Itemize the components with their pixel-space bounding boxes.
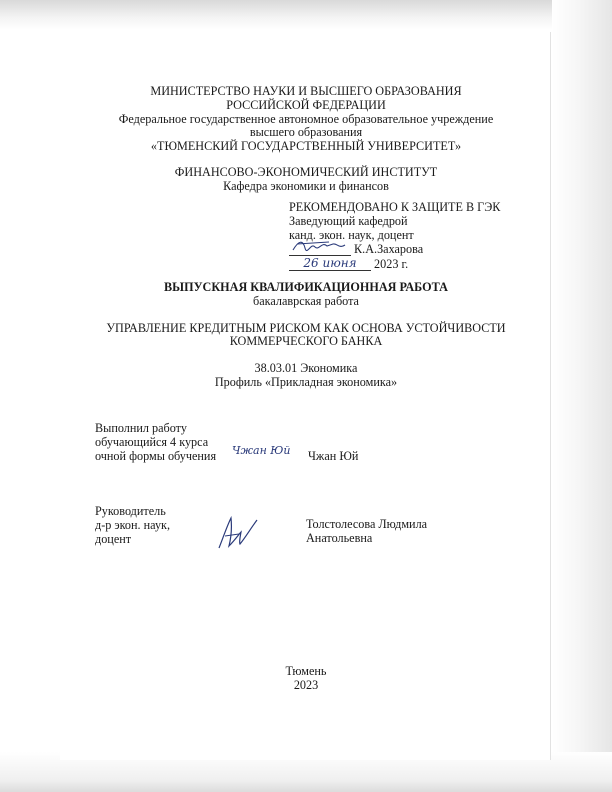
institution-line-1: Федеральное государственное автономное образовательное учреждение bbox=[118, 112, 494, 126]
footer-year: 2023 bbox=[293, 678, 319, 692]
approval-degree: канд. экон. наук, доцент bbox=[289, 228, 414, 242]
supervisor-line-1: Руководитель bbox=[95, 504, 166, 518]
work-type: ВЫПУСКНАЯ КВАЛИФИКАЦИОННАЯ РАБОТА bbox=[164, 280, 448, 294]
institution-line-2: высшего образования bbox=[249, 125, 363, 139]
department-name: Кафедра экономики и финансов bbox=[223, 179, 389, 193]
work-title-line-2: КОММЕРЧЕСКОГО БАНКА bbox=[229, 334, 383, 348]
ministry-line-1: МИНИСТЕРСТВО НАУКИ И ВЫСШЕГО ОБРАЗОВАНИЯ bbox=[150, 84, 462, 98]
approval-role: Заведующий кафедрой bbox=[289, 214, 408, 228]
ministry-line-2: РОССИЙСКОЙ ФЕДЕРАЦИИ bbox=[226, 98, 386, 112]
approval-signature-line bbox=[289, 242, 423, 256]
footer-city: Тюмень bbox=[285, 664, 327, 678]
approval-head-name: К.А.Захарова bbox=[354, 242, 424, 256]
supervisor-signature-icon bbox=[213, 512, 263, 552]
specialty-profile: Профиль «Прикладная экономика» bbox=[214, 375, 398, 389]
supervisor-line-2: д-р экон. наук, bbox=[95, 518, 171, 532]
university-name: «ТЮМЕНСКИЙ ГОСУДАРСТВЕННЫЙ УНИВЕРСИТЕТ» bbox=[150, 139, 462, 153]
supervisor-line-3: доцент bbox=[95, 532, 132, 546]
supervisor-name-line-2: Анатольевна bbox=[306, 531, 373, 545]
work-title-line-1: УПРАВЛЕНИЕ КРЕДИТНЫМ РИСКОМ КАК ОСНОВА УСТОЙЧИВОСТИ bbox=[106, 321, 506, 335]
approval-title: РЕКОМЕНДОВАНО К ЗАЩИТЕ В ГЭК bbox=[289, 200, 501, 214]
head-signature bbox=[289, 242, 351, 256]
student-line-1: Выполнил работу bbox=[95, 421, 187, 435]
institute-name: ФИНАНСОВО-ЭКОНОМИЧЕСКИЙ ИНСТИТУТ bbox=[174, 165, 438, 179]
work-subtype: бакалаврская работа bbox=[253, 294, 359, 308]
head-signature-scribble-icon bbox=[289, 238, 351, 254]
approval-date-line bbox=[289, 256, 408, 271]
supervisor-name-line-1: Толстолесова Людмила bbox=[306, 517, 428, 531]
approval-year: 2023 г. bbox=[374, 257, 409, 271]
student-line-3: очной формы обучения bbox=[95, 449, 217, 463]
student-line-2: обучающийся 4 курса bbox=[95, 435, 209, 449]
scan-edge-top bbox=[0, 0, 612, 30]
specialty-code: 38.03.01 Экономика bbox=[254, 361, 358, 375]
student-signature: Чжан Юй bbox=[232, 444, 291, 457]
student-name: Чжан Юй bbox=[308, 449, 359, 463]
approval-date-handwritten: 26 июня bbox=[289, 256, 371, 271]
